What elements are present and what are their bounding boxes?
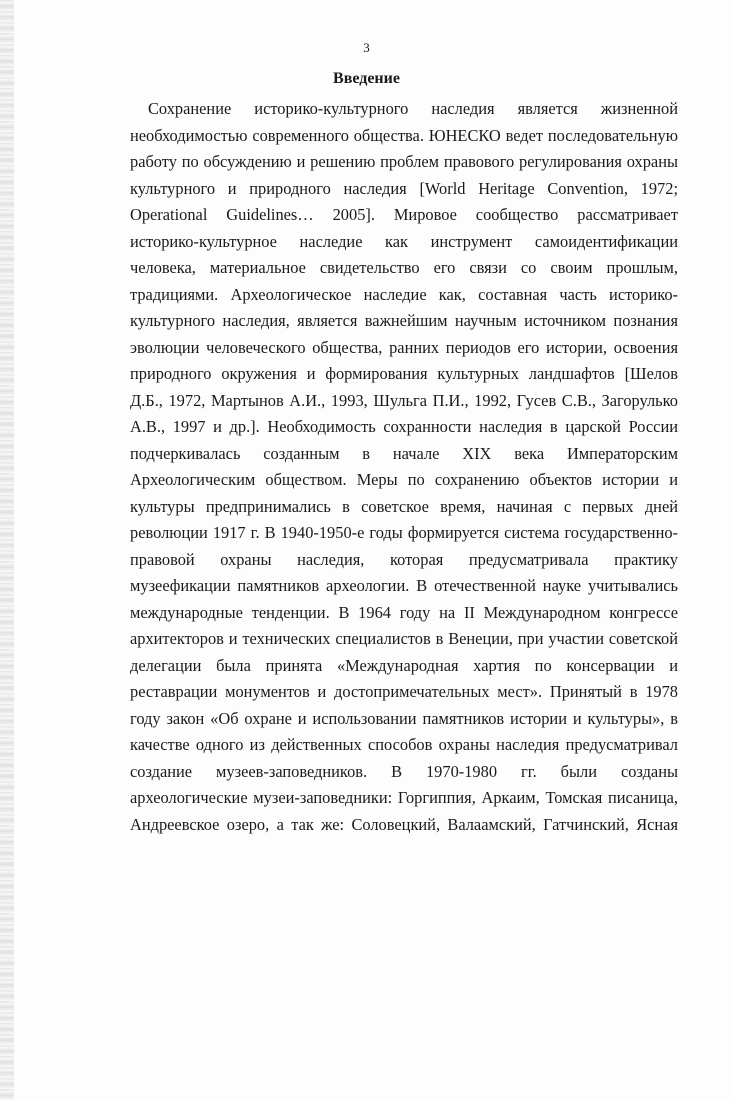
text-line: природного окружения и формирования культурных ландшафтов [Шелов — [130, 364, 678, 383]
text-line: делегации была принята «Международная хартия по консервации и — [130, 655, 678, 675]
text-line: культурного и природного наследия [World Heritage Convention, 1972; — [130, 178, 678, 198]
page-number: 3 — [363, 40, 370, 55]
body-paragraph — [130, 96, 678, 838]
text-line: создание музеев-заповедников. В 1970-1980 гг. были созданы — [130, 761, 678, 781]
section-title: Введение — [333, 70, 400, 87]
text-line: Андреевское озеро, а так же: Соловецкий, Валаамский, Гатчинский, Ясная — [130, 814, 678, 834]
text-line: Д.Б., 1972, Мартынов А.И., 1993, Шульга П.И., 1992, Гусев С.В., Загорулько — [130, 390, 678, 410]
text-line: работу по обсуждению и решению проблем правового регулирования охраны — [130, 152, 678, 171]
text-line: архитекторов и технических специалистов в Венеции, при участии советской — [130, 629, 678, 648]
text-line: революции 1917 г. В 1940-1950-е годы формируется система государственно- — [130, 523, 678, 542]
text-line: музеефикации памятников археологии. В отечественной науке учитывались — [130, 576, 678, 595]
text-line: году закон «Об охране и использовании памятников истории и культуры», в — [130, 708, 678, 728]
text-line: человека, материальное свидетельство его связи со своим прошлым, — [130, 258, 678, 277]
text-line: археологические музеи-заповедники: Горгиппия, Аркаим, Томская писаница, — [130, 788, 678, 807]
text-line: качестве одного из действенных способов охраны наследия предусматривал — [130, 735, 678, 754]
text-line: культуры предпринимались в советское время, начиная с первых дней — [130, 496, 678, 516]
text-line: реставрации монументов и достопримечательных мест». Принятый в 1978 — [130, 682, 678, 701]
text-line: эволюции человеческого общества, ранних периодов его истории, освоения — [130, 337, 678, 357]
text-line: Археологическим обществом. Меры по сохранению объектов истории и — [130, 470, 678, 489]
text-line: традициями. Археологическое наследие как, составная часть историко- — [130, 284, 678, 304]
text-line: А.В., 1997 и др.]. Необходимость сохранности наследия в царской России — [130, 417, 678, 436]
text-line: историко-культурное наследие как инструмент самоидентификации — [130, 231, 678, 251]
text-line: правовой охраны наследия, которая предусматривала практику — [130, 549, 678, 569]
text-line: Сохранение историко-культурного наследия является жизненной — [148, 99, 678, 118]
text-line: Operational Guidelines… 2005]. Мировое сообщество рассматривает — [130, 205, 678, 224]
text-line: необходимостью современного общества. ЮНЕСКО ведет последовательную — [130, 125, 678, 145]
text-line: подчеркивалась созданным в начале XIX века Императорским — [130, 443, 678, 463]
scan-edge-artifact — [0, 0, 14, 1100]
text-line: культурного наследия, является важнейшим научным источником познания — [130, 311, 678, 330]
text-line: международные тенденции. В 1964 году на II Международном конгрессе — [130, 602, 678, 622]
